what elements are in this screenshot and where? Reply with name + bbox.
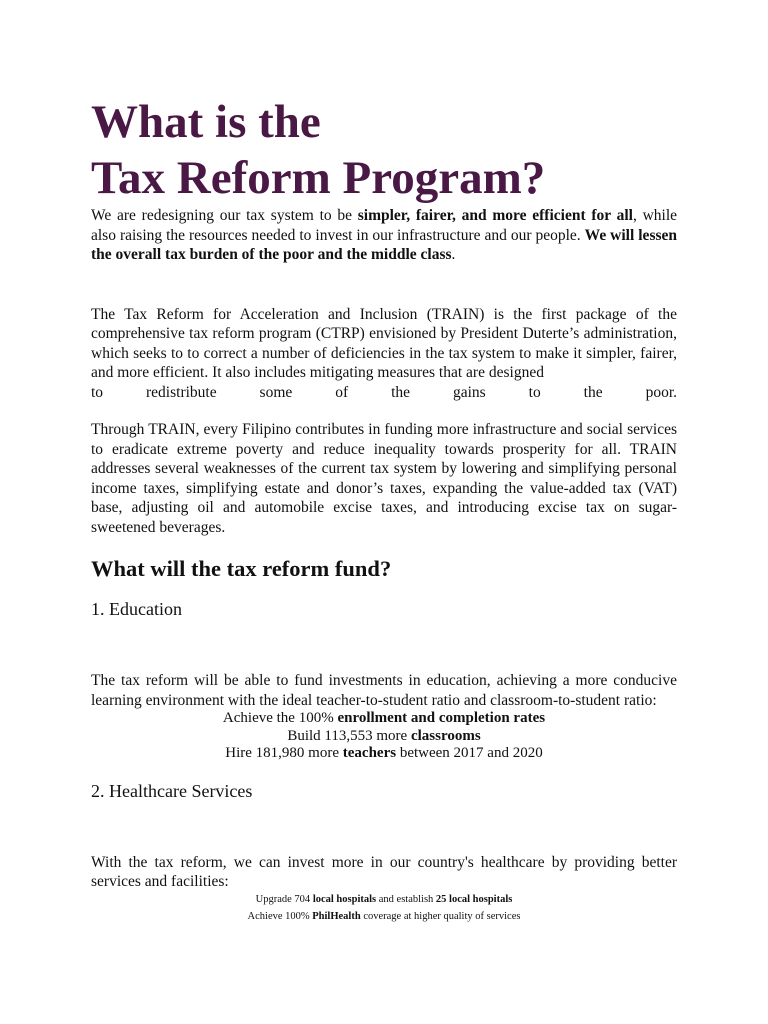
education-item-enrollment	[91, 710, 677, 728]
title-line-2: Tax Reform Program?	[91, 152, 546, 204]
intro-text-1: We are redesigning our tax system to be	[91, 207, 358, 224]
education-item-1-bold: enrollment and completion rates	[337, 710, 546, 726]
education-item-1-pre: Achieve the 100%	[222, 710, 338, 726]
train-paragraph	[91, 305, 677, 383]
healthcare-paragraph: With the tax reform, we can invest more in our country's healthcare by providing better services and facilities:	[91, 853, 677, 890]
intro-text-3: .	[451, 246, 456, 263]
healthcare-item-hospitals	[91, 892, 677, 908]
fund-heading: What will the tax reform fund?	[91, 556, 392, 581]
education-heading: 1. Education	[91, 599, 182, 619]
healthcare-item-1-bold-2: 25 local hospitals	[435, 893, 513, 905]
education-item-2-pre: Build 113,553 more	[287, 727, 411, 744]
intro-text-2: , while also raising the resources needed to invest in our infrastructure and our people.	[91, 207, 678, 244]
healthcare-item-philhealth	[91, 909, 677, 925]
education-item-3-pre: Hire 181,980 more	[225, 745, 343, 761]
intro-bold-2: We will lessen the overall tax burden of the poor and the middle class	[91, 226, 678, 263]
train-paragraph-last-line	[91, 383, 677, 403]
healthcare-item-2-pre: Achieve 100%	[247, 911, 313, 922]
train-text-last: to redistribute some of the gains to the poor.	[91, 383, 677, 401]
through-paragraph: Through TRAIN, every Filipino contributes in funding more infrastructure and social services to eradicate extreme poverty and reduce inequality towards prosperity for all. TRAIN addresses several weaknesses of the current tax system by lowering and simplifying personal income taxes, simplifying estate and donor’s taxes, expanding the value-added tax (VAT) base, adjusting oil and automobile excise taxes, and introducing excise tax on sugar-sweetened beverages.	[91, 421, 677, 536]
education-item-3-post: between 2017 and 2020	[396, 745, 543, 761]
education-paragraph: The tax reform will be able to fund investments in education, achieving a more conducive learning environment with the ideal teacher-to-student ratio and classroom-to-student ratio:	[91, 672, 677, 709]
document-page	[91, 94, 677, 925]
healthcare-item-1-bold-1: local hospitals	[312, 893, 377, 905]
intro-bold-1: simpler, fairer, and more efficient for all	[357, 207, 633, 224]
healthcare-item-2-bold: PhilHealth	[312, 911, 361, 922]
title-line-1: What is the	[91, 96, 321, 148]
education-item-teachers	[91, 745, 677, 763]
healthcare-item-2-post: coverage at higher quality of services	[360, 911, 521, 922]
education-item-classrooms	[91, 728, 677, 746]
healthcare-item-1-mid: and establish	[376, 893, 436, 905]
healthcare-item-1-pre: Upgrade 704	[255, 893, 313, 905]
page-title	[91, 94, 677, 206]
train-text-main: The Tax Reform for Acceleration and Inclusion (TRAIN) is the first package of the comprehensive tax reform program (CTRP) envisioned by President Duterte’s administration, which seeks to to correct a number of deficiencies in the tax system to make it simpler, fairer, and more efficient. It also includes mitigating measures that are designed	[91, 305, 677, 381]
healthcare-heading: 2. Healthcare Services	[91, 780, 253, 801]
education-item-3-bold: teachers	[342, 745, 397, 761]
intro-paragraph	[91, 206, 677, 265]
education-item-2-bold: classrooms	[410, 727, 481, 744]
